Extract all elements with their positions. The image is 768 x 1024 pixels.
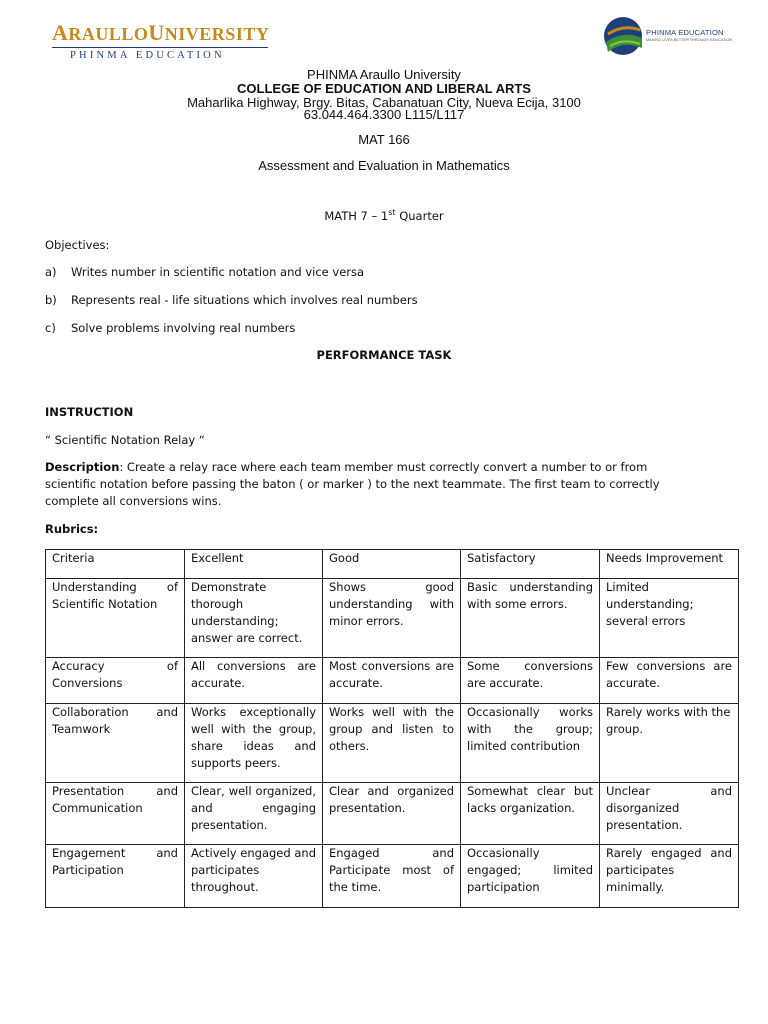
table-cell: Few conversions are accurate. bbox=[600, 658, 739, 704]
table-cell: Collaboration and Teamwork bbox=[46, 704, 185, 783]
table-row bbox=[46, 579, 739, 658]
performance-task-heading: PERFORMANCE TASK bbox=[316, 348, 452, 362]
objective-item: a) Writes number in scientific notation and vice versa bbox=[45, 265, 365, 279]
table-cell: Demonstrate thorough understanding; answer are correct. bbox=[185, 579, 323, 658]
table-cell: Basic understanding with some errors. bbox=[461, 579, 600, 658]
table-cell: Clear and organized presentation. bbox=[323, 783, 461, 845]
table-cell: Occasionally engaged; limited participation bbox=[461, 845, 600, 908]
araullo-university-logo bbox=[52, 22, 272, 62]
table-row bbox=[46, 704, 739, 783]
table-header-row bbox=[46, 550, 739, 579]
objective-item: c) Solve problems involving real numbers bbox=[45, 321, 296, 335]
table-cell: Some conversions are accurate. bbox=[461, 658, 600, 704]
column-header: Satisfactory bbox=[461, 550, 600, 579]
column-header: Excellent bbox=[185, 550, 323, 579]
table-cell: Works well with the group and listen to others. bbox=[323, 704, 461, 783]
table-cell: Presentation and Communication bbox=[46, 783, 185, 845]
table-cell: Works exceptionally well with the group, share ideas and supports peers. bbox=[185, 704, 323, 783]
table-cell: Actively engaged and participates throughout. bbox=[185, 845, 323, 908]
table-cell: All conversions are accurate. bbox=[185, 658, 323, 704]
table-cell: Accuracy of Conversions bbox=[46, 658, 185, 704]
phinma-education-logo bbox=[602, 12, 742, 62]
table-cell: Rarely works with the group. bbox=[600, 704, 739, 783]
phinma-tagline: MAKING LIVES BETTER THROUGH EDUCATION bbox=[646, 38, 733, 42]
quarter-heading: MATH 7 – 1st Quarter bbox=[324, 208, 444, 223]
logo-subtitle: PHINMA EDUCATION bbox=[70, 50, 225, 61]
course-code: MAT 166 bbox=[358, 132, 410, 147]
objectives-heading: Objectives: bbox=[45, 238, 110, 252]
table-cell: Clear, well organized, and engaging presentation. bbox=[185, 783, 323, 845]
college-name: COLLEGE OF EDUCATION AND LIBERAL ARTS bbox=[237, 81, 531, 96]
logo-wordmark: ARAULLOUNIVERSITY bbox=[52, 20, 270, 45]
logo-divider bbox=[52, 47, 268, 48]
rubrics-heading: Rubrics: bbox=[45, 522, 99, 536]
column-header: Good bbox=[323, 550, 461, 579]
instruction-heading: INSTRUCTION bbox=[45, 405, 134, 419]
column-header: Criteria bbox=[46, 550, 185, 579]
rubric-table bbox=[45, 549, 739, 908]
table-cell: Understanding of Scientific Notation bbox=[46, 579, 185, 658]
table-cell: Unclear and disorganized presentation. bbox=[600, 783, 739, 845]
objective-item: b) Represents real - life situations which involves real numbers bbox=[45, 293, 418, 307]
table-cell: Engaged and Participate most of the time. bbox=[323, 845, 461, 908]
table-cell: Somewhat clear but lacks organization. bbox=[461, 783, 600, 845]
university-phone: 63.044.464.3300 L115/L117 bbox=[303, 107, 465, 122]
activity-title: “ Scientific Notation Relay “ bbox=[45, 433, 205, 447]
table-cell: Limited understanding; several errors bbox=[600, 579, 739, 658]
table-cell: Rarely engaged and participates minimally. bbox=[600, 845, 739, 908]
course-title: Assessment and Evaluation in Mathematics bbox=[258, 158, 510, 173]
phinma-name: PHINMA EDUCATION bbox=[646, 28, 724, 37]
table-cell: Engagement and Participation bbox=[46, 845, 185, 908]
table-row bbox=[46, 658, 739, 704]
table-cell: Most conversions are accurate. bbox=[323, 658, 461, 704]
column-header: Needs Improvement bbox=[600, 550, 739, 579]
university-name: PHINMA Araullo University bbox=[307, 67, 461, 82]
description-paragraph: Description: Create a relay race where each team member must correctly convert a number to or from scientific notation before passing the baton ( or marker ) to the next teammate. The first team to correctly complete all conversions wins. bbox=[45, 460, 660, 508]
table-cell: Occasionally works with the group; limited contribution bbox=[461, 704, 600, 783]
university-address: Maharlika Highway, Brgy. Bitas, Cabanatuan City, Nueva Ecija, 3100 bbox=[187, 95, 581, 110]
phinma-emblem-icon bbox=[602, 12, 644, 62]
table-row bbox=[46, 783, 739, 845]
table-cell: Shows good understanding with minor errors. bbox=[323, 579, 461, 658]
table-row bbox=[46, 845, 739, 908]
